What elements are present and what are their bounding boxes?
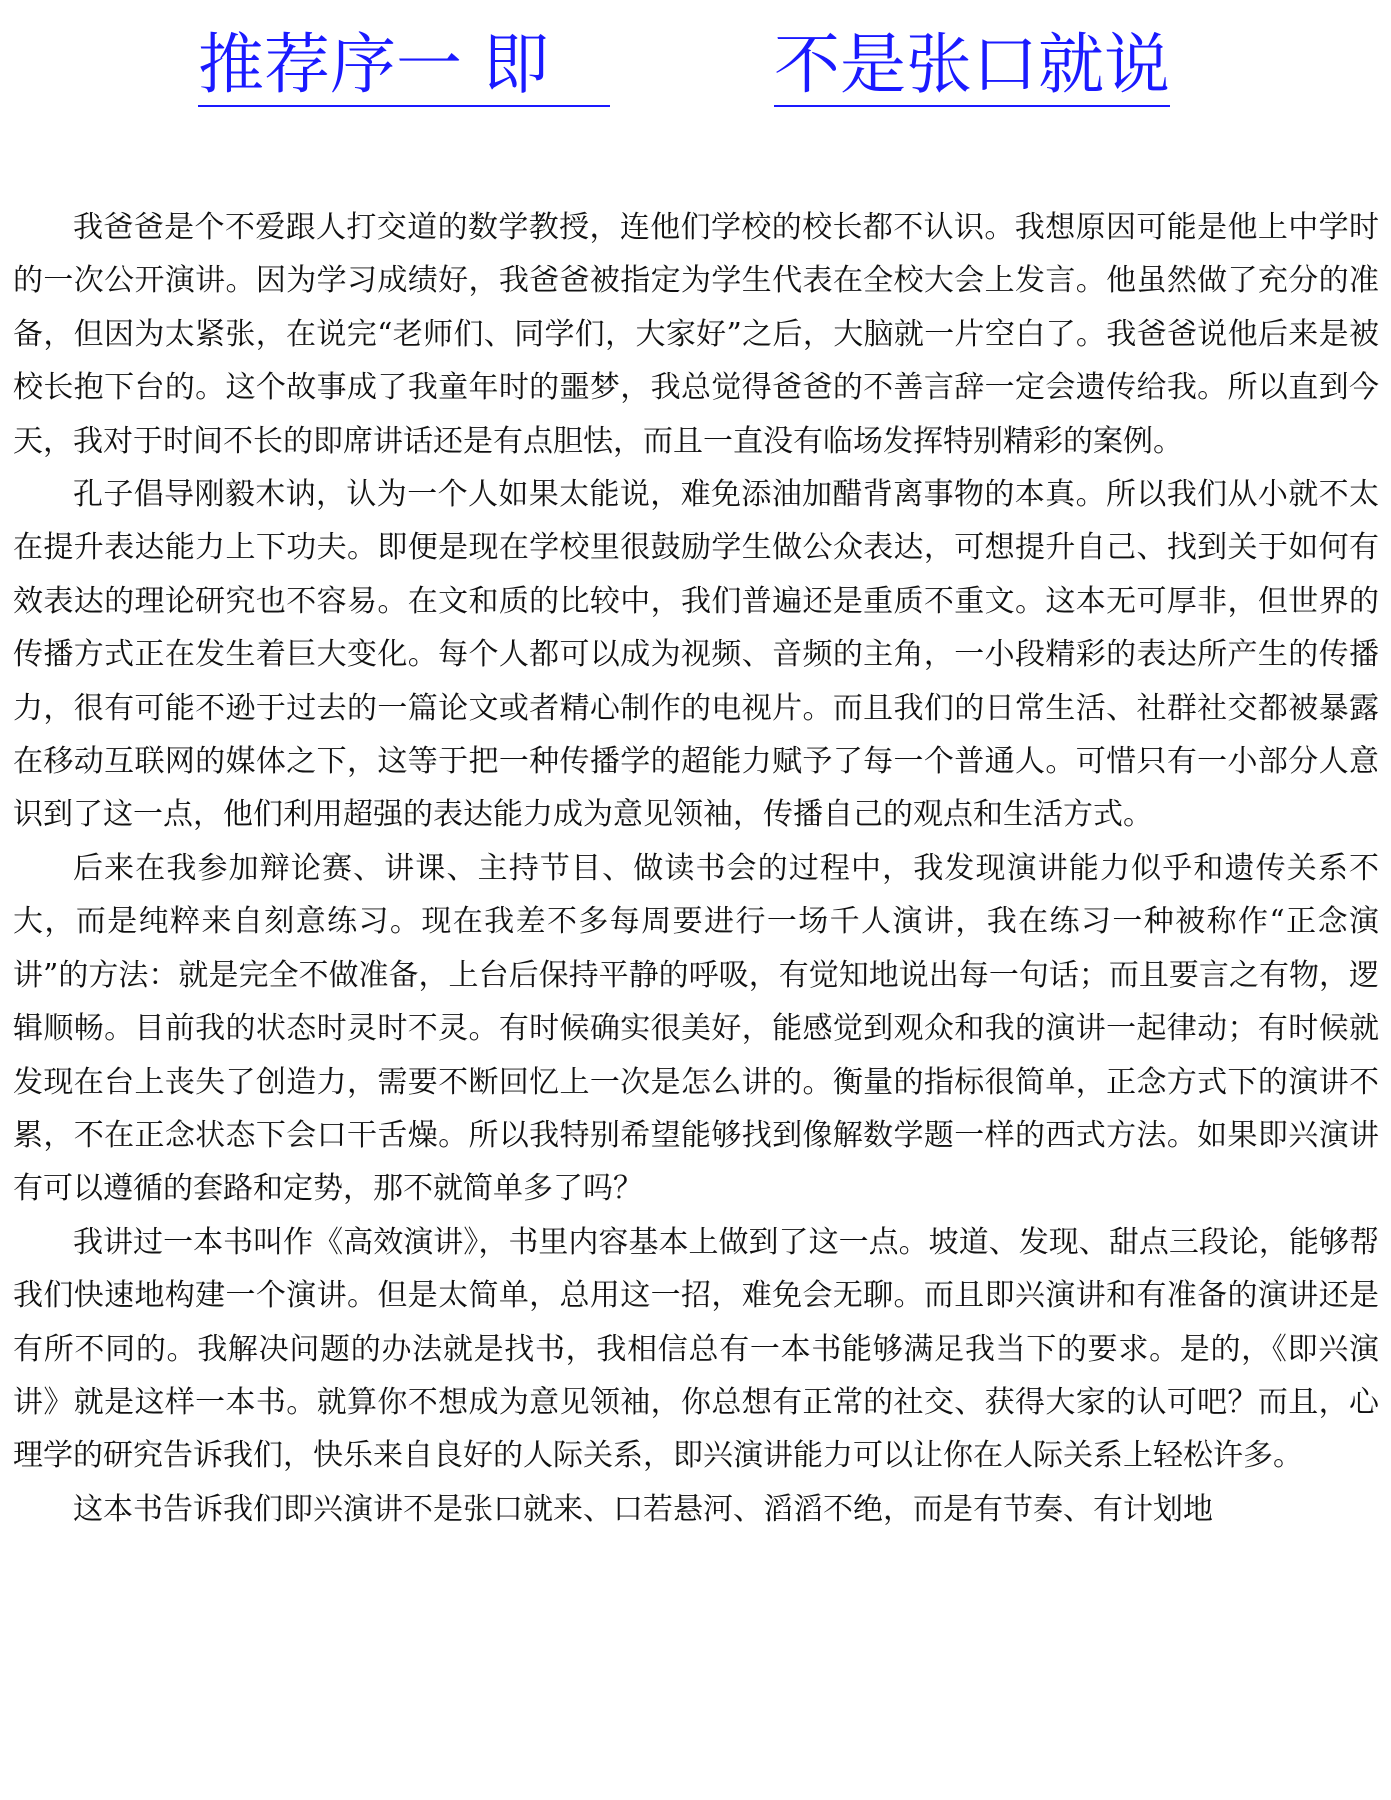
paragraph-3: 后来在我参加辩论赛、讲课、主持节目、做读书会的过程中，我发现演讲能力似乎和遗传关系不大，而是纯粹来自刻意练习。现在我差不多每周要进行一场千人演讲，我在练习一种被称作“正念演讲”的方法：就是完全不做准备，上台后保持平静的呼吸，有觉知地说出每一句话；而且要言之有物，逻辑顺畅。目前我的状态时灵时不灵。有时候确实很美好，能感觉到观众和我的演讲一起律动；有时候就发现在台上丧失了创造力，需要不断回忆上一次是怎么讲的。衡量的指标很简单，正念方式下的演讲不累，不在正念状态下会口干舌燥。所以我特别希望能够找到像解数学题一样的西式方法。如果即兴演讲有可以遵循的套路和定势，那不就简单多了吗？ xyxy=(13,850,1379,1207)
chapter-title-link-left[interactable]: 推荐序一 即 xyxy=(198,22,610,108)
paragraph-1: 我爸爸是个不爱跟人打交道的数学教授，连他们学校的校长都不认识。我想原因可能是他上中学时的一次公开演讲。因为学习成绩好，我爸爸被指定为学生代表在全校大会上发言。他虽然做了充分的准备，但因为太紧张，在说完“老师们、同学们，大家好”之后，大脑就一片空白了。我爸爸说他后来是被校长抱下台的。这个故事成了我童年时的噩梦，我总觉得爸爸的不善言辞一定会遗传给我。所以直到今天，我对于时间不长的即席讲话还是有点胆怯，而且一直没有临场发挥特别精彩的案例。 xyxy=(13,210,1379,459)
paragraph-4: 我讲过一本书叫作《高效演讲》，书里内容基本上做到了这一点。坡道、发现、甜点三段论，能够帮我们快速地构建一个演讲。但是太简单，总用这一招，难免会无聊。而且即兴演讲和有准备的演讲还是有所不同的。我解决问题的办法就是找书，我相信总有一本书能够满足我当下的要求。是的，《即兴演讲》就是这样一本书。就算你不想成为意见领袖，你总想有正常的社交、获得大家的认可吧？而且，心理学的研究告诉我们，快乐来自良好的人际关系，即兴演讲能力可以让你在人际关系上轻松许多。 xyxy=(13,1224,1379,1474)
body-text xyxy=(13,201,1379,1536)
paragraph-5: 这本书告诉我们即兴演讲不是张口就来、口若悬河、滔滔不绝，而是有节奏、有计划地 xyxy=(73,1491,1213,1527)
paragraph-2: 孔子倡导刚毅木讷，认为一个人如果太能说，难免添油加醋背离事物的本真。所以我们从小就不太在提升表达能力上下功夫。即便是现在学校里很鼓励学生做公众表达，可想提升自己、找到关于如何有效表达的理论研究也不容易。在文和质的比较中，我们普遍还是重质不重文。这本无可厚非，但世界的传播方式正在发生着巨大变化。每个人都可以成为视频、音频的主角，一小段精彩的表达所产生的传播力，很有可能不逊于过去的一篇论文或者精心制作的电视片。而且我们的日常生活、社群社交都被暴露在移动互联网的媒体之下，这等于把一种传播学的超能力赋予了每一个普通人。可惜只有一小部分人意识到了这一点，他们利用超强的表达能力成为意见领袖，传播自己的观点和生活方式。 xyxy=(13,477,1379,833)
chapter-title-link-right[interactable]: 不是张口就说 xyxy=(774,22,1170,108)
chapter-title xyxy=(0,22,1391,112)
